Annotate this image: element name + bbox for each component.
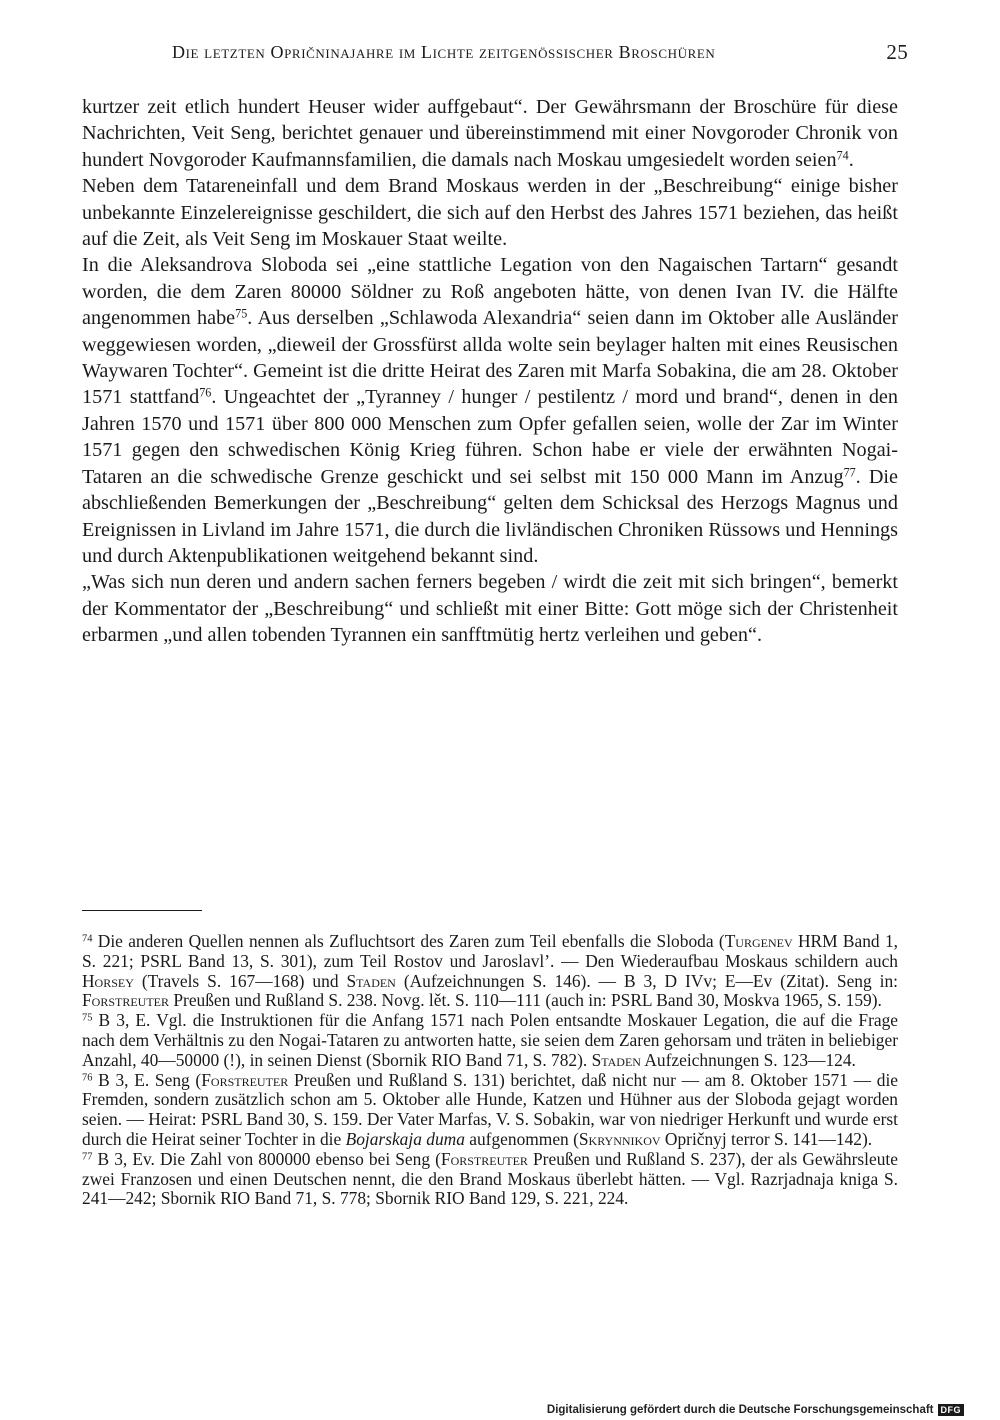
footnote-76 [82,1071,898,1150]
footnote-text: B 3, E. Vgl. die Instruktionen für die Anfang 1571 nach Polen entsandte Moskauer Legation, die auf die Frage nach dem Verhältnis zu den Nogai-Tataren zu antworten hatte, sie seien dem Zaren gehorsam und träten in beliebiger Anzahl, 40—50000 (!), in seinen Dienst (Sbornik RIO Band 71, S. 782). [82,1010,898,1070]
paragraph-text: . [848,148,854,171]
author-name: Horsey [82,970,134,991]
footnote-ref-76: 76 [199,385,212,400]
footnote-text: Preußen und Rußland S. 131) berichtet, daß nicht nur — am 8. Oktober 1571 — die Fremden, sondern zusätzlich schon am 5. Oktober alle Hunde, Katzen und Hühner aus der Sloboda gejagt worden seien. — Heirat: PSRL Band 30, S. 159. Der Vater Marfas, V. S. Sobakin, war von niedriger Herkunft und wurde erst durch die Heirat seiner Tochter in die [82,1069,898,1149]
author-name: Forstreuter [82,990,170,1011]
paragraph-1 [82,94,898,173]
footnote-number: 77 [82,1151,93,1163]
footnote-text: (Travels S. 167—168) und [133,970,347,991]
footnote-74 [82,932,898,1011]
footnote-ref-75: 75 [235,306,248,321]
author-name: Skrynnikov [578,1128,661,1149]
author-name: Forstreuter [201,1069,289,1090]
running-title: Die letzten Opričninajahre im Lichte zeitgenössischer Broschüren [172,42,716,62]
credit-text: Digitalisierung gefördert durch die Deutsche Forschungsgemeinschaft [546,1404,934,1416]
page-number: 25 [886,40,908,64]
paragraph-text: kurtzer zeit etlich hundert Heuser wider auffgebaut“. Der Gewährsmann der Broschüre für diese Nachrichten, Veit Seng, berichtet genauer und übereinstimmend mit einer Novgoroder Chronik von hundert Novgoroder Kaufmannsfamilien, die damals nach Moskau umgesiedelt worden seien [82,96,898,171]
footnote-text: (Aufzeichnungen S. 146). — B 3, D IVv; E—Ev (Zitat). Seng in: [395,970,899,991]
author-name: Turgenev [724,931,793,951]
author-name: Staden [346,970,396,991]
paragraph-text: . Ungeachtet der „Tyranney / hunger / pestilentz / mord und brand“, denen in den Jahren 1570 und 1571 über 800 000 Menschen zum Opfer gefallen seien, wolle der Zar im Winter 1571 gegen den schwedischen König Krieg führen. Schon habe er viele der erwähnten Nogai-Tataren an die schwedische Grenze geschickt und sei selbst mit 150 000 Mann im Anzug [82,386,898,488]
footnote-ref-77: 77 [843,465,856,480]
paragraph-3 [82,252,898,569]
footnote-number: 76 [82,1071,93,1083]
footnote-77 [82,1150,898,1209]
footnote-text: Aufzeichnungen S. 123—124. [640,1049,856,1070]
paragraph-text: . Aus derselben „Schlawoda Alexandria“ seien dann im Oktober alle Ausländer weggewiesen worden, „dieweil der Grossfürst allda wolte sein beylager halten mit eines Reusischen Waywaren Tochter“. Gemeint ist die dritte Heirat des Zaren mit Marfa Sobakina, die am 28. Oktober 1571 stattfand [82,307,898,409]
footnotes [82,932,898,1209]
footnote-number: 75 [82,1012,93,1024]
author-name: Forstreuter [440,1148,528,1169]
footnote-text: B 3, Ev. Die Zahl von 800000 ebenso bei Seng ( [92,1148,441,1169]
footnote-text: Preußen und Rußland S. 237), der als Gewährsleute zwei Franzosen und einen Deutschen nennt, die den Brand Moskaus überlebt hätten. — Vgl. Razrjadnaja kniga S. 241—242; Sbornik RIO Band 71, S. 778; Sbornik RIO Band 129, S. 221, 224. [82,1148,898,1209]
paragraph-text: In die Aleksandrova Sloboda sei „eine stattliche Legation von den Nagaischen Tartarn“ gesandt worden, die dem Zaren 80000 Söldner zu Roß angeboten hätte, von denen Ivan IV. die Hälfte angenommen habe [82,254,898,330]
footnote-number: 74 [82,933,93,945]
paragraph-4: „Was sich nun deren und andern sachen ferners begeben / wirdt die zeit mit sich bringen“, bemerkt der Kommentator der „Beschreibung“ und schließt mit einer Bitte: Gott möge sich der Christenheit erbarmen „und allen tobenden Tyrannen ein sanfftmütig hertz verleihen und geben“. [82,571,898,647]
body-text [82,94,898,649]
italic-term: Bojarskaja duma [345,1128,465,1149]
page-header [82,40,908,68]
footnote-ref-74: 74 [836,148,849,163]
footnote-text: aufgenommen ( [464,1128,579,1149]
footnote-text: Preußen und Rußland S. 238. Novg. lět. S. 110—111 (auch in: PSRL Band 30, Moskva 1965, S. 159). [169,990,882,1011]
author-name: Staden [591,1049,641,1070]
footnote-text: Opričnyj terror S. 141—142). [660,1128,873,1149]
paragraph-2: Neben dem Tatareneinfall und dem Brand Moskaus werden in der „Beschreibung“ einige bisher unbekannte Einzelereignisse geschildert, die sich auf den Herbst des Jahres 1571 beziehen, das heißt auf die Zeit, als Veit Seng im Moskauer Staat weilte. [82,175,898,251]
paragraph-text: . Die abschließenden Bemerkungen der „Beschreibung“ gelten dem Schicksal des Herzogs Magnus und Ereignissen in Livland im Jahre 1571, die durch die livländischen Chroniken Rüssows und Hennings und durch Aktenpublikationen weitgehend bekannt sind. [82,465,898,567]
dfg-logo-icon: DFG [938,1404,965,1416]
footnote-75 [82,1011,898,1070]
footnote-separator [82,910,202,911]
digitization-credit [547,1401,964,1419]
footnote-text: B 3, E. Seng ( [92,1069,202,1090]
footnote-text: HRM Band 1, S. 221; PSRL Band 13, S. 301), zum Teil Rostov und Jaroslavl’. — Den Wiederaufbau Moskaus schildern auch [82,931,898,971]
footnote-text: Die anderen Quellen nennen als Zufluchtsort des Zaren zum Teil ebenfalls die Sloboda ( [92,931,725,951]
